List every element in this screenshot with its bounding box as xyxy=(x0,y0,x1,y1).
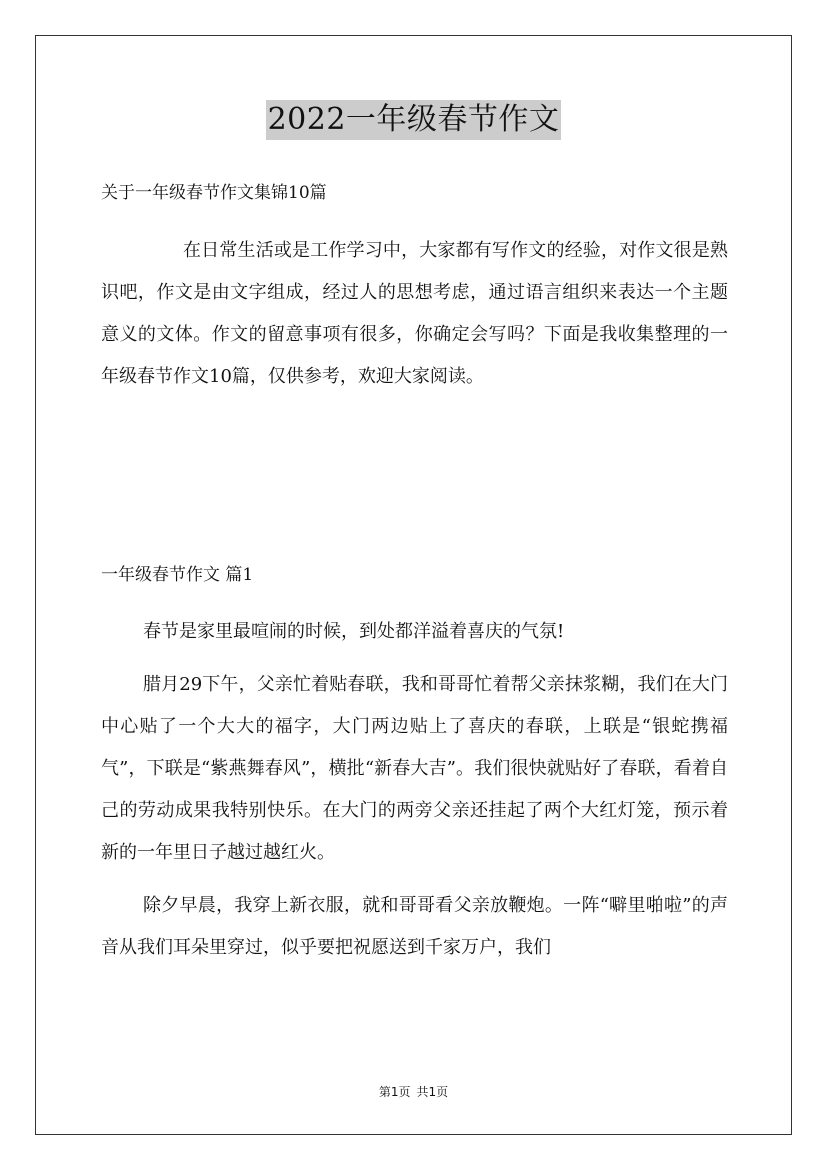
page-footer xyxy=(0,1084,827,1100)
document-title: 2022一年级春节作文 xyxy=(266,100,562,140)
title-container xyxy=(0,100,827,140)
page-total: 共1页 xyxy=(416,1085,449,1099)
intro-paragraph: 在日常生活或是工作学习中，大家都有写作文的经验，对作文很是熟识吧，作文是由文字组成，经过人的思想考虑，通过语言组织来表达一个主题意义的文体。作文的留意事项有很多，你确定会写吗？下面是我收集整理的一年级春节作文10篇，仅供参考，欢迎大家阅读。 xyxy=(101,240,728,387)
essay-paragraph-3: 除夕早晨，我穿上新衣服，就和哥哥看父亲放鞭炮。一阵“噼里啪啦”的声音从我们耳朵里穿过，似乎要把祝愿送到千家万户，我们 xyxy=(101,895,728,958)
essay-paragraph-1: 春节是家里最喧闹的时候，到处都洋溢着喜庆的气氛! xyxy=(143,621,565,642)
section-heading: 一年级春节作文 篇1 xyxy=(101,565,254,585)
essay-paragraph-2: 腊月29下午，父亲忙着贴春联，我和哥哥忙着帮父亲抹浆糊，我们在大门中心贴了一个大大的福字，大门两边贴上了喜庆的春联，上联是“银蛇携福气”，下联是“紫燕舞春风”，横批“新春大吉”。我们很快就贴好了春联，看着自己的劳动成果我特别快乐。在大门的两旁父亲还挂起了两个大红灯笼，预示着新的一年里日子越过越红火。 xyxy=(101,674,728,863)
page-number: 第1页 xyxy=(378,1085,411,1099)
essay-body xyxy=(101,611,728,980)
document-subtitle: 关于一年级春节作文集锦10篇 xyxy=(101,183,327,203)
